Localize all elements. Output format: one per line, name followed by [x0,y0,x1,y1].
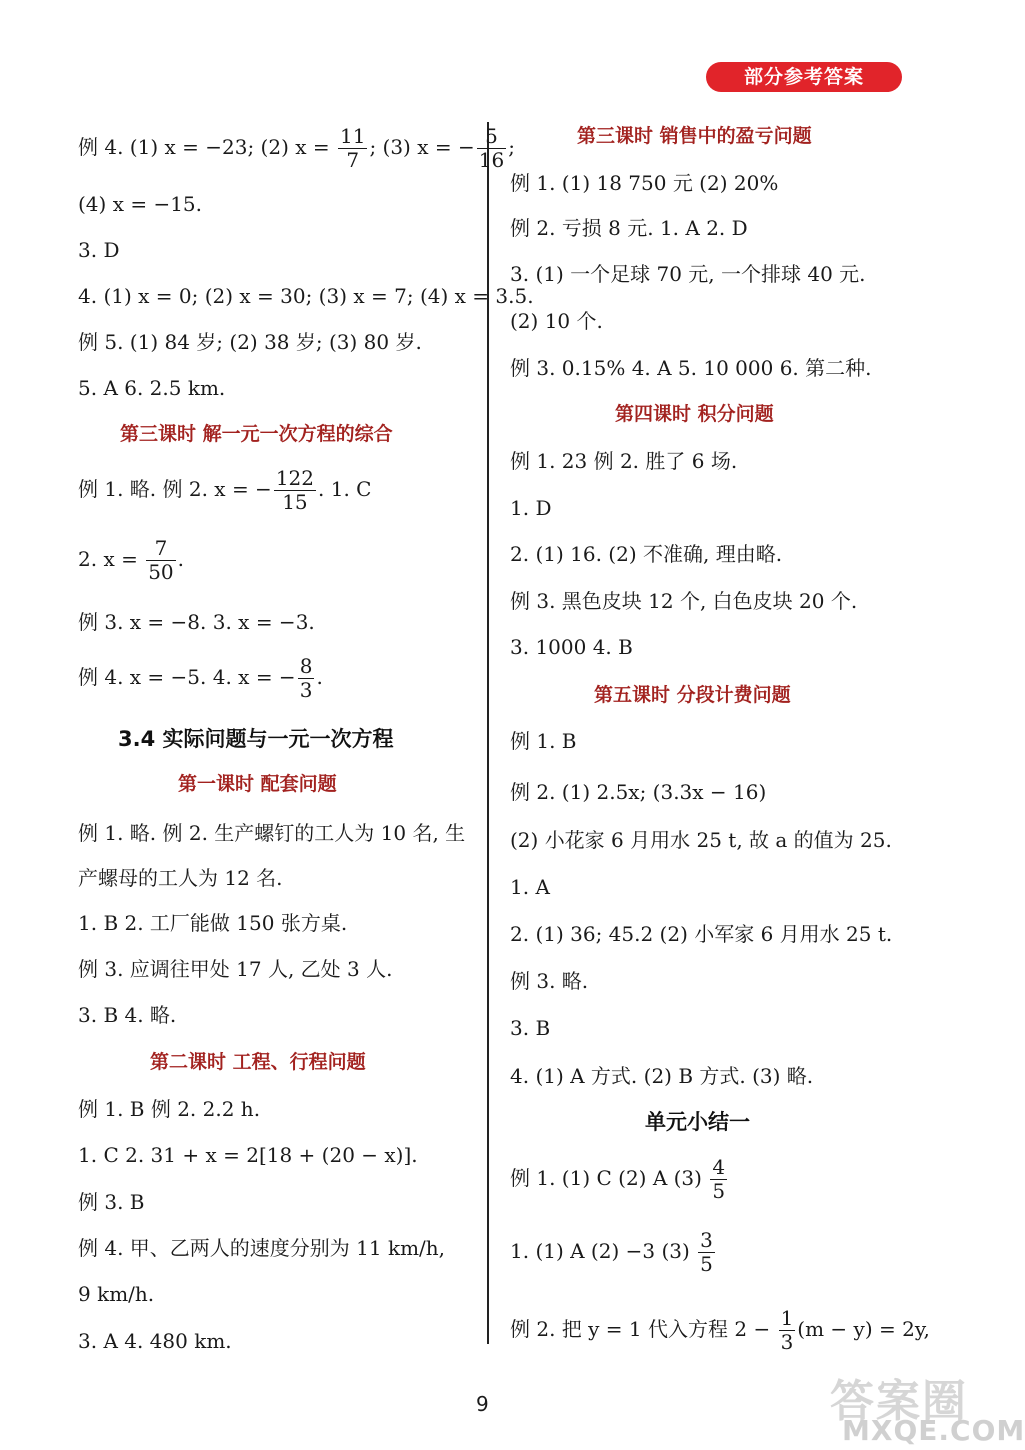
answer-line: 例 4. x = −5. 4. x = − $\frac{8}{3}$ . [78,654,323,702]
answer-line: (2) 小花家 6 月用水 25 t, 故 a 的值为 25. [510,828,892,852]
answer-line: 例 3. 略. [510,969,589,993]
answer-line: 2. (1) 36; 45.2 (2) 小军家 6 月用水 25 t. [510,922,893,946]
answer-line: 1. (1) A (2) −3 (3) $\frac{3}{5}$ [510,1228,713,1276]
answer-line: 例 3. x = −8. 3. x = −3. [78,610,315,634]
fraction: $\frac{5}{16}$ [478,124,505,172]
lesson-heading: 第三课时 解一元一次方程的综合 [120,423,393,445]
answer-line: 9 km/h. [78,1282,155,1306]
page-number: 9 [476,1392,489,1416]
fraction: $\frac{11}{7}$ [339,124,366,172]
lesson-heading: 第四课时 积分问题 [615,403,774,425]
answer-line: 3. B [510,1016,551,1040]
answer-line: 例 2. 亏损 8 元. 1. A 2. D [510,216,748,240]
fraction: $\frac{1}{3}$ [780,1306,794,1354]
answer-line: 3. B 4. 略. [78,1003,177,1027]
answer-line: 例 1. (1) C (2) A (3) $\frac{4}{5}$ [510,1155,726,1203]
fraction: $\frac{122}{15}$ [275,466,315,514]
answer-line: 2. (1) 16. (2) 不准确, 理由略. [510,542,783,566]
section-badge: 部分参考答案 [706,62,902,92]
answer-line: 例 2. 把 y = 1 代入方程 2 − $\frac{1}{3}$ (m − y) = 2y, [510,1306,930,1354]
answer-line: 3. D [78,238,120,262]
answer-line: 5. A 6. 2.5 km. [78,376,226,400]
lesson-heading: 第一课时 配套问题 [178,773,337,795]
answer-line: 例 3. 应调往甲处 17 人, 乙处 3 人. [78,957,393,981]
fraction: $\frac{3}{5}$ [700,1228,713,1276]
answer-line: 例 1. (1) 18 750 元 (2) 20% [510,171,779,195]
answer-line: 例 1. 略. 例 2. 生产螺钉的工人为 10 名, 生 [78,821,466,845]
answer-line: 4. (1) A 方式. (2) B 方式. (3) 略. [510,1064,814,1088]
answer-line: 3. 1000 4. B [510,635,633,659]
lesson-heading: 第五课时 分段计费问题 [594,684,791,706]
answer-line: 3. A 4. 480 km. [78,1329,232,1353]
answer-line: 例 2. (1) 2.5x; (3.3x − 16) [510,780,767,804]
answer-line: (2) 10 个. [510,309,603,333]
section-heading: 3.4 实际问题与一元一次方程 [118,727,394,751]
answer-line: (4) x = −15. [78,192,203,216]
answer-line: 2. x = $\frac{7}{50}$ . [78,536,185,584]
answer-line: 例 5. (1) 84 岁; (2) 38 岁; (3) 80 岁. [78,330,422,354]
answer-line: 1. A [510,875,550,899]
answer-line: 例 1. B 例 2. 2.2 h. [78,1097,261,1121]
fraction: $\frac{4}{5}$ [712,1155,726,1203]
answer-line: 例 3. 0.15% 4. A 5. 10 000 6. 第二种. [510,356,872,380]
lesson-heading: 第二课时 工程、行程问题 [150,1051,366,1073]
answer-line: 例 1. 23 例 2. 胜了 6 场. [510,449,738,473]
answer-line: 产螺母的工人为 12 名. [78,866,283,890]
answer-line: 1. C 2. 31 + x = 2[18 + (20 − x)]. [78,1143,418,1167]
answer-line: 例 1. 略. 例 2. x = − $\frac{122}{15}$ . 1. C [78,466,372,514]
fraction: $\frac{8}{3}$ [299,654,313,702]
section-heading: 单元小结一 [645,1110,750,1134]
answer-line: 例 3. B [78,1190,145,1214]
answer-line: 例 3. 黑色皮块 12 个, 白色皮块 20 个. [510,589,858,613]
answer-line: 例 4. 甲、乙两人的速度分别为 11 km/h, [78,1236,446,1260]
answer-line: 例 1. B [510,729,577,753]
fraction: $\frac{7}{50}$ [148,536,174,584]
answer-line: 1. B 2. 工厂能做 150 张方桌. [78,911,348,935]
answer-line: 4. (1) x = 0; (2) x = 30; (3) x = 7; (4) x = 3.5. [78,284,534,308]
lesson-heading: 第三课时 销售中的盈亏问题 [577,125,812,147]
watermark-logo: 答案圈 [830,1376,968,1427]
watermark-url: MXQE.COM [842,1414,1025,1447]
answer-line: 1. D [510,496,552,520]
answer-line: 例 4. (1) x = −23; (2) x = $\frac{11}{7}$ ; (3) x = − $\frac{5}{16}$ ; [78,124,515,172]
answer-line: 3. (1) 一个足球 70 元, 一个排球 40 元. [510,262,866,286]
